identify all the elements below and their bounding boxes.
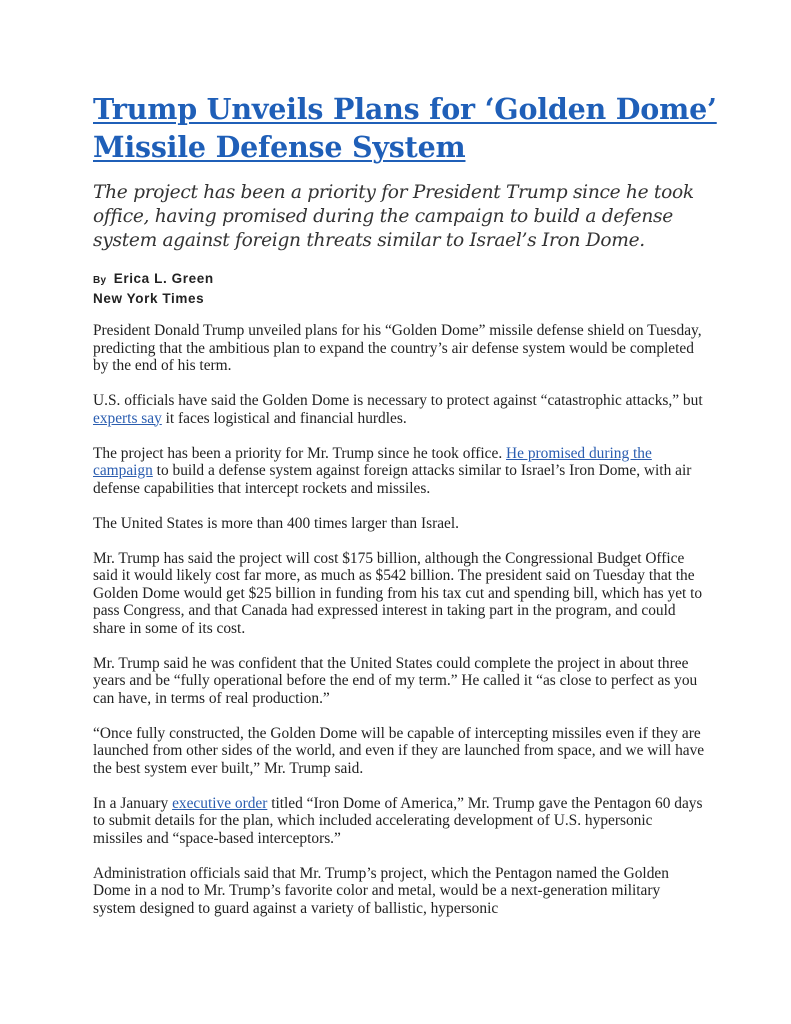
publication-name: New York Times	[93, 291, 205, 306]
article-body	[93, 322, 705, 935]
link-executive-order[interactable]: executive order	[172, 794, 268, 812]
byline-prefix: By	[93, 275, 107, 286]
paragraph-5: Mr. Trump has said the project will cost $175 billion, although the Congressional Budget Office said it would likely cost far more, as much as $542 billion. The president said on Tuesday that the Golden Dome would get $25 billion in funding from his tax cut and spending bill, which has yet to pass Congress, and that Canada had expressed interest in taking part in the program, and could share in some of its cost.	[93, 549, 703, 637]
article-title[interactable]: Trump Unveils Plans for ‘Golden Dome’ Missile Defense System	[93, 92, 717, 164]
paragraph-1: President Donald Trump unveiled plans for his “Golden Dome” missile defense shield on Tuesday, predicting that the ambitious plan to expand the country’s air defense system would be completed by the end of his term.	[93, 322, 702, 374]
paragraph-7: “Once fully constructed, the Golden Dome will be capable of intercepting missiles even if they are launched from other sides of the world, and even if they are launched from space, and we will have the best system ever built,” Mr. Trump said.	[93, 724, 705, 777]
paragraph-6: Mr. Trump said he was confident that the United States could complete the project in about three years and be “fully operational before the end of my term.” He called it “as close to perfect as you can have, in terms of real production.”	[93, 654, 698, 707]
paragraph-3: The project has been a priority for Mr. Trump since he took office. He promised during the campaign to build a defense system against foreign attacks similar to Israel’s Iron Dome, with air defense capabilities that intercept rockets and missiles.	[93, 444, 692, 497]
paragraph-4: The United States is more than 400 times larger than Israel.	[93, 514, 460, 532]
link-he-promised[interactable]: He promised during the campaign	[93, 444, 652, 479]
paragraph-8: In a January executive order titled “Iron Dome of America,” Mr. Trump gave the Pentagon 60 days to submit details for the plan, which included accelerating development of U.S. hypersonic missiles and “space-based interceptors.”	[93, 794, 703, 847]
byline	[93, 270, 493, 308]
paragraph-2: U.S. officials have said the Golden Dome is necessary to protect against “catastrophic attacks,” but experts say it faces logistical and financial hurdles.	[93, 392, 703, 427]
link-experts-say[interactable]: experts say	[93, 409, 162, 427]
article-subtitle: The project has been a priority for President Trump since he took office, having promised during the campaign to build a defense system against foreign threats similar to Israel’s Iron Dome.	[93, 182, 694, 251]
paragraph-9: Administration officials said that Mr. Trump’s project, which the Pentagon named the Golden Dome in a nod to Mr. Trump’s favorite color and metal, would be a next-generation military system designed to guard against a variety of ballistic, hypersonic	[93, 864, 669, 917]
author-name: Erica L. Green	[113, 271, 214, 286]
